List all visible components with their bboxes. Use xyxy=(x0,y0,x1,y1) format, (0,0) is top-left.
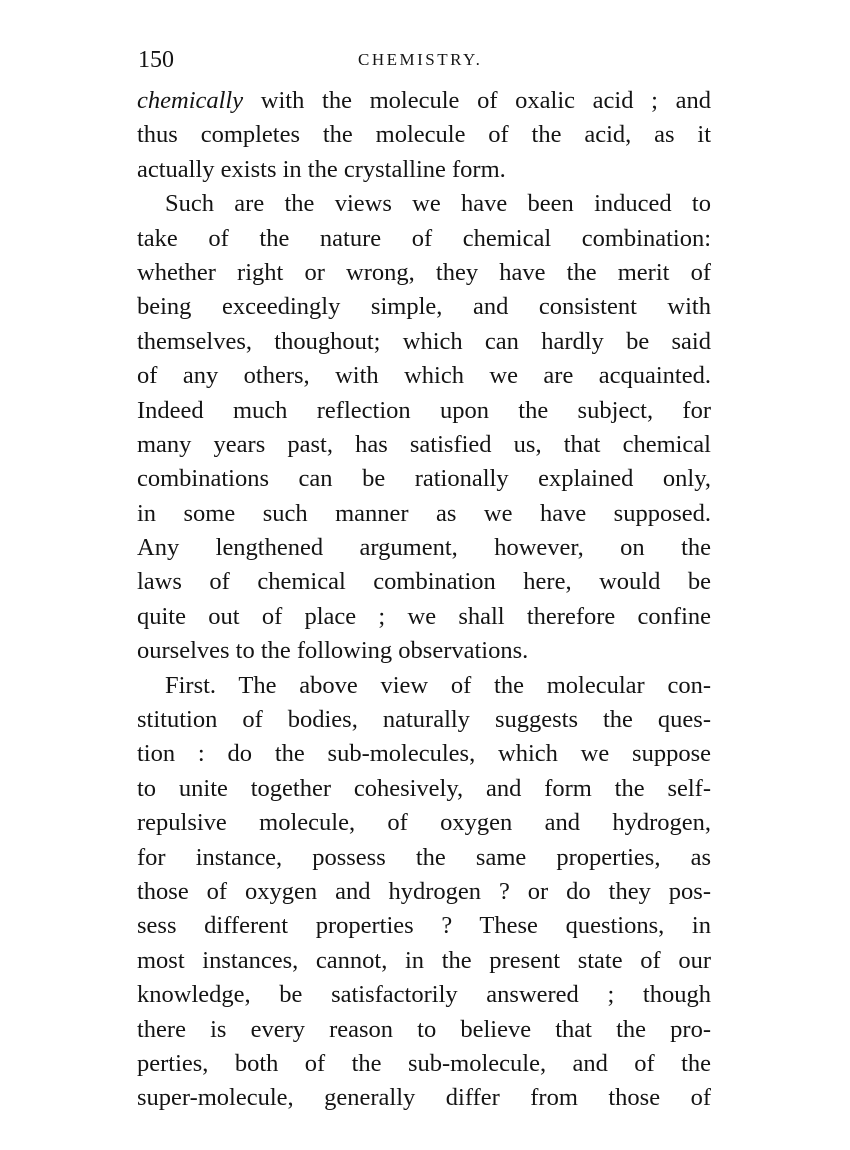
text-line-13: in some such manner as we have supposed. xyxy=(137,499,711,527)
text-line-21: to unite together cohesively, and form the self- xyxy=(137,774,711,802)
text-line-24: those of oxygen and hydrogen ? or do they pos- xyxy=(137,877,711,905)
text-line-5: take of the nature of chemical combination: xyxy=(137,224,711,252)
text-line-23: for instance, possess the same properties, as xyxy=(137,843,711,871)
text-line-28: there is every reason to believe that the pro- xyxy=(137,1015,711,1043)
text-line-18: First. The above view of the molecular con- xyxy=(165,671,711,699)
text-line-20: tion : do the sub-molecules, which we suppose xyxy=(137,740,711,768)
text-line-30: super-molecule, generally differ from those of xyxy=(137,1084,711,1112)
text-line-22: repulsive molecule, of oxygen and hydrogen, xyxy=(137,809,711,837)
text-line-27: knowledge, be satisfactorily answered ; though xyxy=(137,981,711,1009)
text-line-16: quite out of place ; we shall therefore confine xyxy=(137,602,711,630)
text-line-14: Any lengthened argument, however, on the xyxy=(137,534,711,562)
page-number: 150 xyxy=(138,47,174,73)
text-line-12: combinations can be rationally explained only, xyxy=(137,465,711,493)
text-line-26: most instances, cannot, in the present state of our xyxy=(137,946,711,974)
text-line-4: Such are the views we have been induced to xyxy=(165,190,711,218)
text-line-11: many years past, has satisfied us, that chemical xyxy=(137,430,711,458)
italic-word: chemically xyxy=(137,87,244,114)
text-line-1 xyxy=(137,84,711,118)
body-text xyxy=(137,84,711,1114)
text-line-7: being exceedingly simple, and consistent with xyxy=(137,293,711,321)
text-line-10: Indeed much reflection upon the subject, for xyxy=(137,396,711,424)
text-line-19: stitution of bodies, naturally suggests the ques- xyxy=(137,706,711,734)
text-line-8: themselves, thoughout; which can hardly be said xyxy=(137,327,711,355)
text-line-2: thus completes the molecule of the acid, as it xyxy=(137,121,711,149)
text-line-29: perties, both of the sub-molecule, and of the xyxy=(137,1049,711,1077)
text-line-15: laws of chemical combination here, would be xyxy=(137,568,711,596)
text-line-6: whether right or wrong, they have the merit of xyxy=(137,258,711,286)
text-line-3: actually exists in the crystalline form. xyxy=(137,155,506,183)
text-line-25: sess different properties ? These questions, in xyxy=(137,912,711,940)
text-line-17: ourselves to the following observations. xyxy=(137,637,529,665)
running-head: CHEMISTRY. xyxy=(358,50,483,69)
line-1-rest: with the molecule of oxalic acid ; and xyxy=(243,87,711,114)
page-header xyxy=(138,44,712,80)
text-line-9: of any others, with which we are acquainted. xyxy=(137,362,711,390)
